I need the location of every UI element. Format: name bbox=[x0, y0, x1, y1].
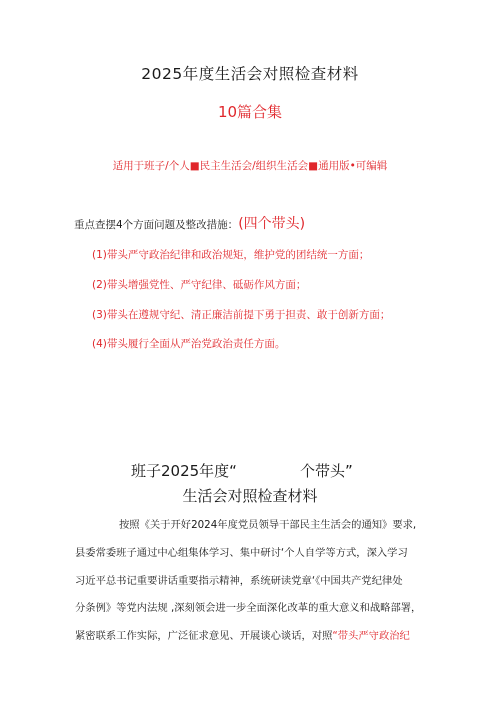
body-line bbox=[75, 629, 410, 643]
body-line: 县委常委班子通过中心组集体学习、集中研讨‘个人自学等方式，深入学习 bbox=[75, 547, 408, 559]
focus-item: (1)带头严守政治纪律和政治规矩，维护党的团结统一方面； bbox=[92, 249, 370, 261]
section-heading-line2: 生活会对照检查材料 bbox=[182, 487, 318, 505]
focus-intro bbox=[74, 213, 305, 233]
document-title: 2025年度生活会对照检查材料 bbox=[141, 65, 359, 83]
focus-intro-highlight: (四个带头) bbox=[238, 216, 306, 232]
focus-item: (2)带头增强党性、严守纪律、砥砺作风方面； bbox=[92, 279, 307, 291]
focus-item: (3)带头在遵规守纪、清正廉洁前提下勇于担责、敢于创新方面； bbox=[92, 309, 391, 321]
body-line-highlight: “带头严守政治纪 bbox=[332, 630, 410, 642]
focus-intro-text: 重点查摆4个方面问题及整改措施： bbox=[74, 219, 239, 231]
body-line: 分条例》等党内法规 ,深刻领会进一步全面深化改革的重大意义和战略部署， bbox=[75, 602, 422, 614]
focus-item: (4)带头履行全面从严治党政治责任方面。 bbox=[92, 338, 286, 350]
section-heading-part2: 个带头” bbox=[300, 462, 353, 480]
section-heading-part1: 班子2025年度“ bbox=[131, 462, 237, 480]
document-subtitle: 10篇合集 bbox=[217, 103, 283, 121]
body-line-text: 紧密联系工作实际，广泛征求意见、开展谈心谈话，对照 bbox=[75, 630, 333, 642]
applicability-note: 适用于班子/个人■民主生活会/组织生活会■通用版•可编辑 bbox=[112, 160, 388, 172]
body-line: 按照《关于开好2024年度党员领导干部民主生活会的通知》要求, bbox=[119, 519, 417, 531]
body-line: 习近平总书记重要讲话重要指示精神，系统研读党章‘《中国共产党纪律处 bbox=[75, 575, 403, 587]
